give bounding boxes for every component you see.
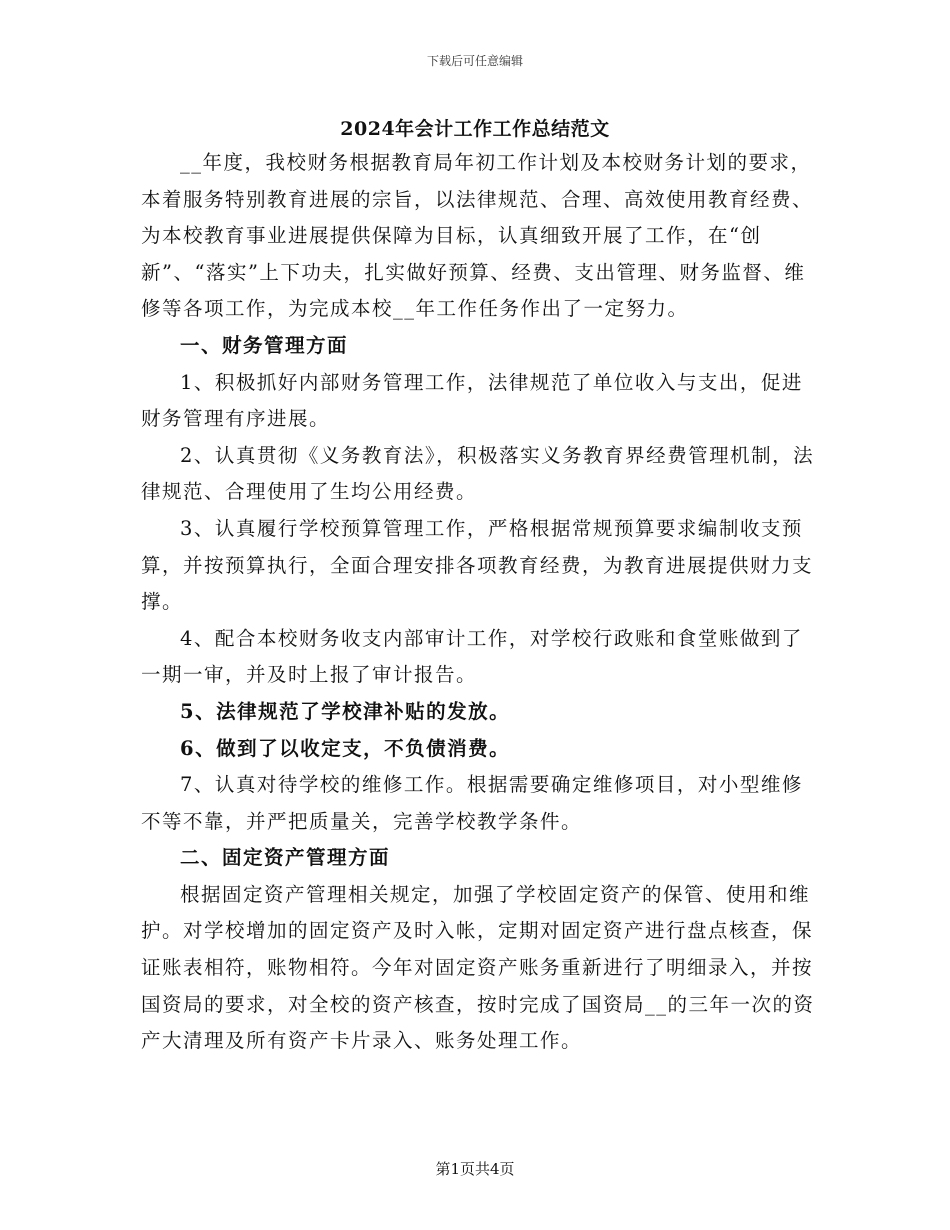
intro-paragraph: __年度，我校财务根据教育局年初工作计划及本校财务计划的要求，本着服务特别教育进展的宗旨，以法律规范、合理、高效使用教育经费、为本校教育事业进展提供保障为目标，认真细致开展了工作，在“创新”、“落实”上下功夫，扎实做好预算、经费、支出管理、财务监督、维修等各项工作，为完成本校__年工作任务作出了一定努力。 <box>141 151 814 321</box>
page-footer-page-number: 第1页共4页 <box>435 1160 515 1178</box>
section-heading-fixed-assets: 二、固定资产管理方面 <box>180 846 391 870</box>
page-header-note: 下载后可任意编辑 <box>426 54 523 68</box>
list-item: 4、配合本校财务收支内部审计工作，对学校行政账和食堂账做到了一期一审，并及时上报了审计报告。 <box>141 626 803 687</box>
document-title: 2024年会计工作工作总结范文 <box>340 118 610 140</box>
section-heading-finance: 一、财务管理方面 <box>180 333 349 357</box>
list-item: 1、积极抓好内部财务管理工作，法律规范了单位收入与支出，促进财务管理有序进展。 <box>141 370 803 431</box>
document-body <box>141 145 821 1060</box>
list-item: 2、认真贯彻《义务教育法》，积极落实义务教育界经费管理机制，法律规范、合理使用了生均公用经费。 <box>141 443 815 504</box>
list-item-bold: 5、法律规范了学校津补贴的发放。 <box>180 699 511 723</box>
list-item-bold: 6、做到了以收定支，不负债消费。 <box>180 736 511 760</box>
list-item: 7、认真对待学校的维修工作。根据需要确定维修项目，对小型维修不等不靠，并严把质量关，完善学校教学条件。 <box>141 773 803 833</box>
fixed-assets-paragraph: 根据固定资产管理相关规定，加强了学校固定资产的保管、使用和维护。对学校增加的固定资产及时入帐，定期对固定资产进行盘点核查，保证账表相符，账物相符。今年对固定资产账务重新进行了明细录入，并按国资局的要求，对全校的资产核查，按时完成了国资局__的三年一次的资产大清理及所有资产卡片录入、账务处理工作。 <box>141 882 815 1053</box>
list-item: 3、认真履行学校预算管理工作，严格根据常规预算要求编制收支预算，并按预算执行，全面合理安排各项教育经费，为教育进展提供财力支撑。 <box>141 516 814 614</box>
